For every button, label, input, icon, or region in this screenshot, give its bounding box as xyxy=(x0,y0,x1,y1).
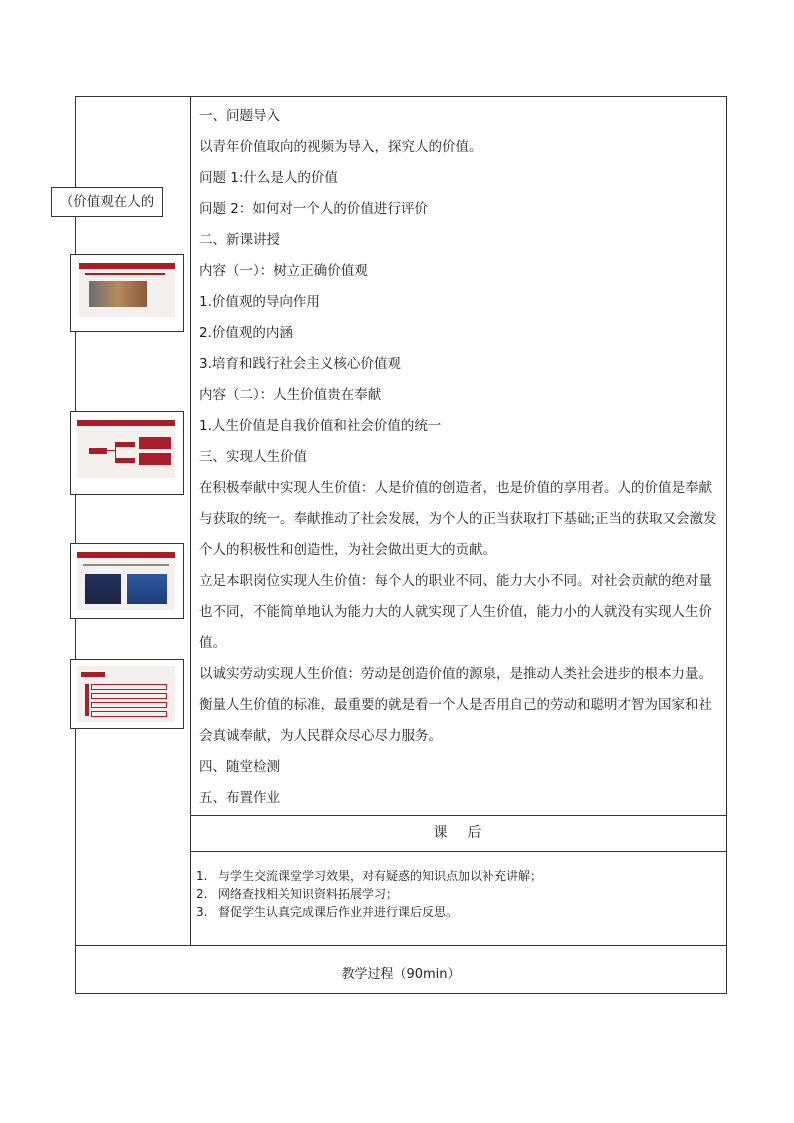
list-item: 3. 督促学生认真完成课后作业并进行课后反思。 xyxy=(196,905,459,919)
content-2: 内容（二）：人生价值贵在奉献 xyxy=(199,387,382,403)
question-2: 问题 2：如何对一个人的价值进行评价 xyxy=(199,201,428,217)
footer-label: 教学过程（90min） xyxy=(341,967,461,982)
heading-realize-value: 三、实现人生价值 xyxy=(199,449,307,465)
heading-homework: 五、布置作业 xyxy=(199,790,280,806)
paragraph: 在积极奉献中实现人生价值：人是价值的创造者，也是价值的享用者。人的价值是奉献与获取的统一。奉献推动了社会发展，为个人的正当获取打下基础;正当的获取又会激发个人的积极性和创造性，为社会做出更大的贡献。 xyxy=(199,480,717,558)
content-1: 内容（一）：树立正确价值观 xyxy=(199,263,368,279)
paragraph: 立足本职岗位实现人生价值：每个人的职业不同、能力大小不同。对社会贡献的绝对量也不同，不能简单地认为能力大的人就实现了人生价值，能力小的人就没有实现人生价值。 xyxy=(199,573,712,651)
point: 2.价值观的内涵 xyxy=(199,325,293,341)
question-1: 问题 1:什么是人的价值 xyxy=(199,170,338,186)
slide-header-bar xyxy=(79,263,175,269)
list-item: 1. 与学生交流课堂学习效果，对有疑惑的知识点加以补充讲解； xyxy=(196,869,543,883)
slide-photo xyxy=(127,574,167,604)
lesson-table xyxy=(59,96,727,994)
heading-new-lesson: 二、新课讲授 xyxy=(199,232,280,248)
list-item: 2. 网络查找相关知识资料拓展学习； xyxy=(196,887,399,901)
paragraph: 以诚实劳动实现人生价值：劳动是创造价值的源泉，是推动人类社会进步的根本力量。衡量人生价值的标准，最重要的就是看一个人是否用自己的劳动和聪明才智为国家和社会真诚奉献，为人民群众尽心尽力服务。 xyxy=(199,666,712,744)
heading-quiz: 四、随堂检测 xyxy=(199,759,280,775)
slide-photo xyxy=(85,574,121,604)
lesson-content xyxy=(199,101,721,814)
point: 3.培育和践行社会主义核心价值观 xyxy=(199,356,401,372)
paragraph: 以青年价值取向的视频为导入，探究人的价值。 xyxy=(199,139,483,155)
after-class-list xyxy=(196,867,716,921)
slide-header-bar xyxy=(77,420,175,426)
slide-photo xyxy=(89,281,147,307)
slide-thumbnail-3 xyxy=(70,543,184,619)
slide-thumbnail-2 xyxy=(70,411,184,495)
heading-intro: 一、问题导入 xyxy=(199,108,280,124)
side-label: （价值观在人的 xyxy=(51,187,163,217)
slide-header-bar xyxy=(77,552,175,558)
point: 1.人生价值是自我价值和社会价值的统一 xyxy=(199,418,442,434)
after-class-heading: 课 后 xyxy=(433,825,484,841)
slide-thumbnail-1 xyxy=(70,254,184,332)
point: 1.价值观的导向作用 xyxy=(199,294,320,310)
row-divider xyxy=(190,851,726,852)
slide-thumbnail-4 xyxy=(70,659,184,729)
